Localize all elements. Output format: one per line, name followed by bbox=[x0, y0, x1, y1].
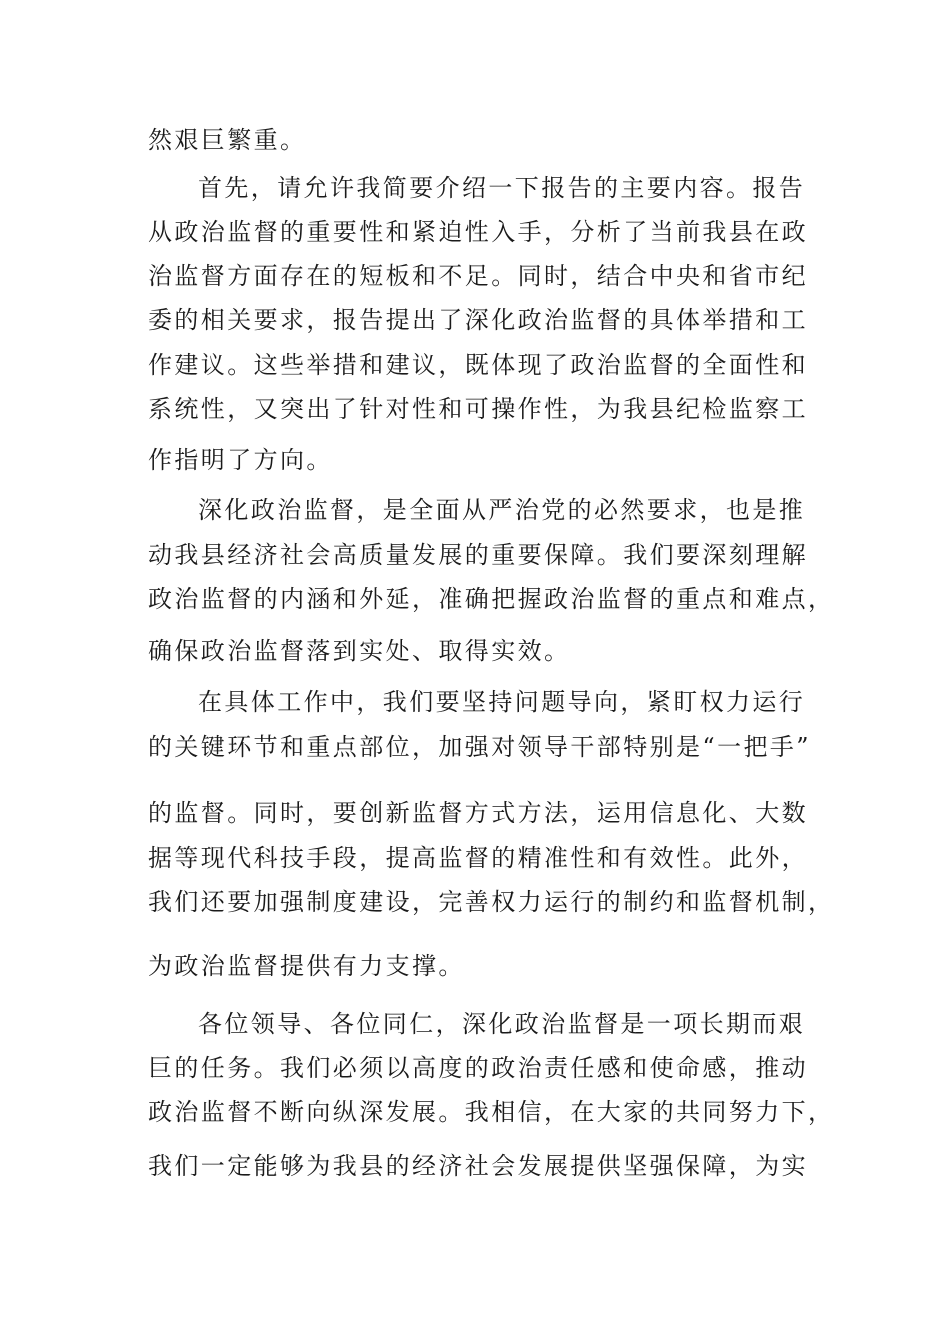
text-line: 的关键环节和重点部位，加强对领导干部特别是“一把手” bbox=[148, 733, 811, 761]
text-line: 作指明了方向。 bbox=[148, 446, 333, 474]
text-line: 然艰巨繁重。 bbox=[148, 126, 307, 154]
paragraph-first-line: 在具体工作中，我们要坚持问题导向，紧盯权力运行 bbox=[198, 688, 806, 716]
text-line: 治监督方面存在的短板和不足。同时，结合中央和省市纪 bbox=[148, 262, 808, 290]
text-line: 据等现代科技手段，提高监督的精准性和有效性。此外， bbox=[148, 844, 808, 872]
text-line: 动我县经济社会高质量发展的重要保障。我们要深刻理解 bbox=[148, 541, 808, 569]
paragraph-first-line: 首先，请允许我简要介绍一下报告的主要内容。报告 bbox=[198, 174, 806, 202]
text-line: 政治监督不断向纵深发展。我相信，在大家的共同努力下， bbox=[148, 1098, 835, 1126]
text-line: 作建议。这些举措和建议，既体现了政治监督的全面性和 bbox=[148, 351, 808, 379]
text-line: 我们还要加强制度建设，完善权力运行的制约和监督机制， bbox=[148, 888, 835, 916]
text-line: 系统性，又突出了针对性和可操作性，为我县纪检监察工 bbox=[148, 395, 808, 423]
paragraph-first-line: 各位领导、各位同仁，深化政治监督是一项长期而艰 bbox=[198, 1010, 806, 1038]
text-line: 巨的任务。我们必须以高度的政治责任感和使命感，推动 bbox=[148, 1054, 808, 1082]
text-line: 确保政治监督落到实处、取得实效。 bbox=[148, 637, 571, 665]
text-line: 委的相关要求，报告提出了深化政治监督的具体举措和工 bbox=[148, 306, 808, 334]
text-line: 政治监督的内涵和外延，准确把握政治监督的重点和难点， bbox=[148, 585, 835, 613]
text-line: 的监督。同时，要创新监督方式方法，运用信息化、大数 bbox=[148, 799, 808, 827]
text-line: 从政治监督的重要性和紧迫性入手，分析了当前我县在政 bbox=[148, 218, 808, 246]
paragraph-first-line: 深化政治监督，是全面从严治党的必然要求，也是推 bbox=[198, 496, 806, 524]
text-line: 我们一定能够为我县的经济社会发展提供坚强保障，为实 bbox=[148, 1152, 808, 1180]
text-line: 为政治监督提供有力支撑。 bbox=[148, 952, 465, 980]
